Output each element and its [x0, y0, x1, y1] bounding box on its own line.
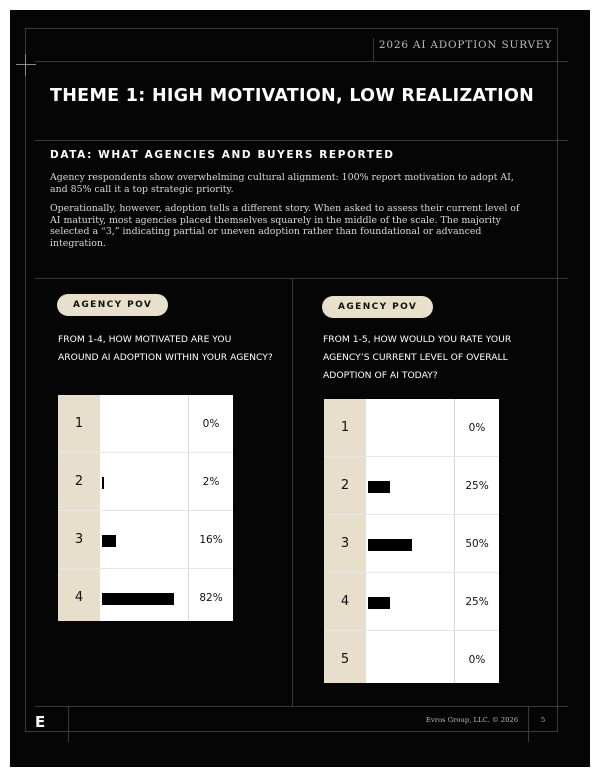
- agency-pov-badge: AGENCY POV: [322, 296, 433, 318]
- footer-logo-divider: [68, 706, 69, 742]
- title-divider: [35, 140, 568, 141]
- value-label: 25%: [465, 596, 489, 608]
- value-label: 16%: [199, 534, 223, 546]
- section-divider: [35, 278, 568, 279]
- page-number: 5: [540, 716, 546, 724]
- category-label: 1: [74, 416, 84, 431]
- chart-question: FROM 1-5, HOW WOULD YOU RATE YOUR AGENCY’S CURRENT LEVEL OF OVERALL ADOPTION OF AI TODAY?: [323, 334, 512, 381]
- chart-bar: [368, 597, 390, 609]
- detail-paragraph: Operationally, however, adoption tells a different story. When asked to assess their current level of AI maturity, most agencies placed themselves squarely in the middle of the scale. The majority selected a “3,” indicating partial or uneven adoption rather than foundational or advanced integration.: [50, 203, 520, 249]
- category-label: 4: [340, 594, 350, 609]
- category-label: 2: [340, 478, 350, 493]
- crosshair-mark-vertical: [25, 54, 26, 76]
- chart-bar: [368, 539, 412, 551]
- chart-bar: [102, 477, 104, 489]
- category-label: 3: [340, 536, 350, 551]
- category-label: 4: [74, 590, 84, 605]
- value-label: 82%: [199, 592, 223, 604]
- chart-row: [324, 399, 499, 457]
- column-divider: [292, 279, 293, 707]
- footer-page-divider: [528, 706, 529, 742]
- page-title: THEME 1: HIGH MOTIVATION, LOW REALIZATION: [50, 86, 535, 106]
- value-label: 0%: [202, 418, 220, 430]
- category-label: 2: [74, 474, 84, 489]
- chart-bar: [368, 481, 390, 493]
- category-label: 3: [74, 532, 84, 547]
- chart-bar: [102, 535, 116, 547]
- section-subtitle: DATA: WHAT AGENCIES AND BUYERS REPORTED: [50, 149, 395, 161]
- chart-row: [58, 453, 233, 511]
- chart-row: [324, 457, 499, 515]
- motivation-chart: [58, 395, 233, 621]
- category-label: 1: [340, 420, 350, 435]
- value-label: 50%: [465, 538, 489, 550]
- value-label: 2%: [202, 476, 220, 488]
- chart-bar: [102, 593, 174, 605]
- crosshair-mark: [16, 64, 36, 65]
- chart-question: FROM 1-4, HOW MOTIVATED ARE YOU AROUND AI ADOPTION WITHIN YOUR AGENCY?: [58, 334, 273, 363]
- chart-row: [324, 515, 499, 573]
- chart-row: [58, 395, 233, 453]
- chart-row: [58, 569, 233, 627]
- chart-row: [324, 631, 499, 689]
- adoption-chart: [324, 399, 499, 683]
- agency-pov-badge: AGENCY POV: [57, 294, 168, 316]
- survey-label: 2026 AI ADOPTION SURVEY: [378, 39, 553, 51]
- chart-row: [324, 573, 499, 631]
- value-label: 0%: [468, 422, 486, 434]
- value-label: 25%: [465, 480, 489, 492]
- footer-divider: [35, 706, 568, 707]
- brand-logo: E: [35, 713, 46, 731]
- copyright-text: Evros Group, LLC. © 2026: [425, 716, 519, 724]
- category-label: 5: [340, 652, 350, 667]
- value-label: 0%: [468, 654, 486, 666]
- intro-paragraph: Agency respondents show overwhelming cultural alignment: 100% report motivation to adopt AI, and 85% call it a top strategic priority.: [50, 172, 514, 195]
- chart-row: [58, 511, 233, 569]
